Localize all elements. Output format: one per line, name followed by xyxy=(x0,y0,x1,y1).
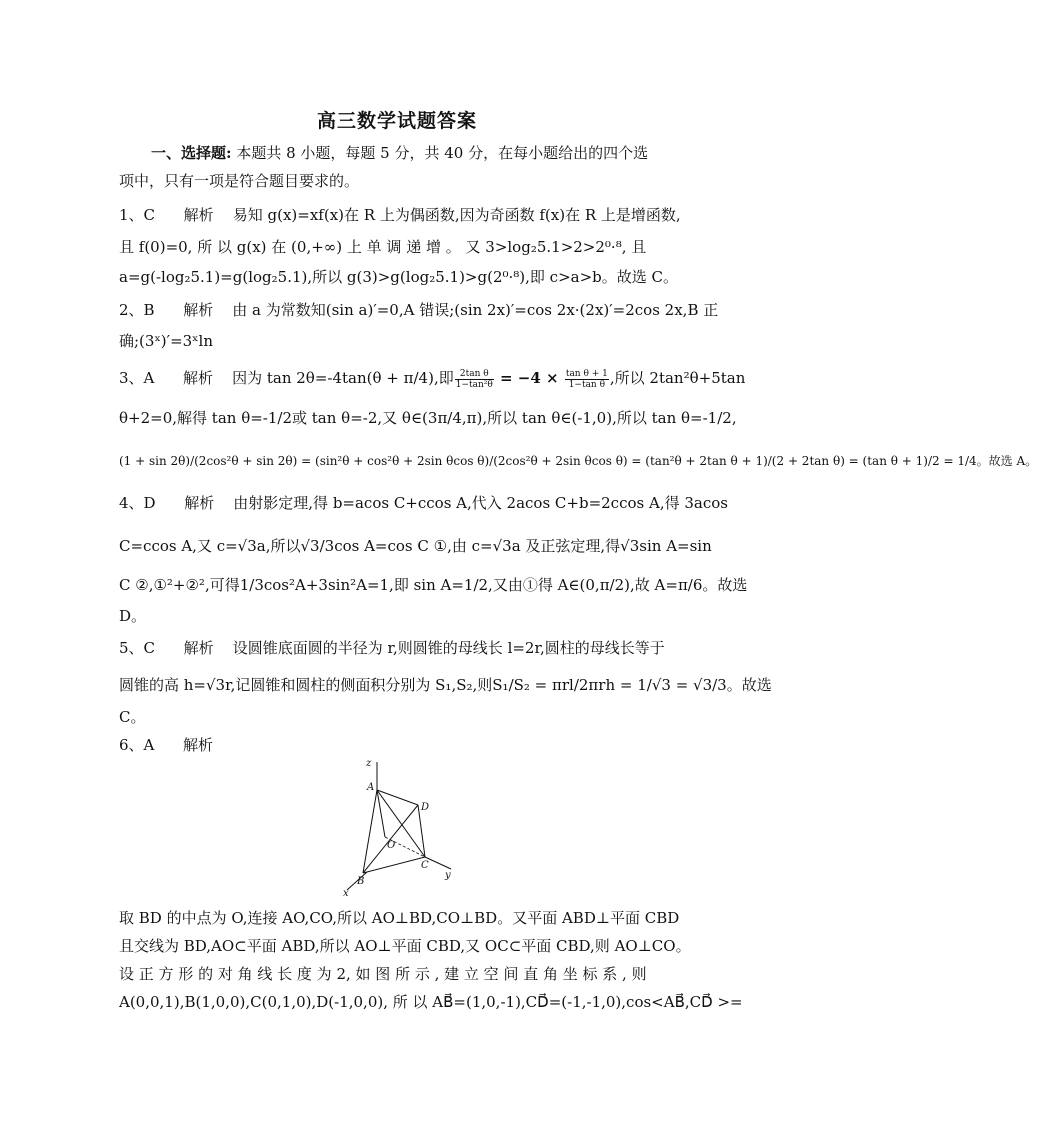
section-intro-text-a: 本题共 8 小题，每题 5 分，共 40 分，在每小题给出的四个选 xyxy=(231,144,649,162)
q3-line-2: θ+2=0,解得 tan θ=-1/2或 tan θ=-2,又 θ∈(3π/4,π),所以 tan θ∈(-1,0),所以 tan θ=-1/2, xyxy=(119,409,737,427)
q2-number: 2、B xyxy=(119,301,155,319)
geometry-figure xyxy=(333,756,463,898)
q3-label: 解析 xyxy=(183,369,214,387)
q5-line-1 xyxy=(119,637,679,659)
q3-line-3: (1 + sin 2θ)/(2cos²θ + sin 2θ) = (sin²θ + cos²θ + 2sin θcos θ)/(2cos²θ + 2sin θcos θ) = (tan²θ + 2tan θ + 1)/(2 + 2tan θ) = (tan θ + 1)/2 = 1/4。故选 A。 xyxy=(119,454,1037,468)
q5-number: 5、C xyxy=(119,639,156,657)
q6-line-1 xyxy=(119,734,679,756)
q3-number: 3、A xyxy=(119,369,155,387)
q5-line-3: C。 xyxy=(119,708,146,726)
page-title: 高三数学试题答案 xyxy=(316,110,477,132)
edge-ab xyxy=(363,790,377,873)
q1-line-3: a=g(-log₂5.1)=g(log₂5.1),所以 g(3)>g(log₂5.1)>g(2⁰·⁸),即 c>a>b。故选 C。 xyxy=(119,268,678,286)
y-axis xyxy=(425,857,451,869)
q5-label: 解析 xyxy=(183,639,214,657)
q4-number: 4、D xyxy=(119,494,156,512)
label-b: B xyxy=(357,876,365,887)
q3-text-1g: ,所以 2tan²θ+5tan xyxy=(609,369,746,387)
edge-bc xyxy=(363,857,425,873)
q1-label: 解析 xyxy=(183,206,214,224)
section-intro-line-2: 项中，只有一项是符合题目要求的。 xyxy=(119,172,360,190)
edge-ad xyxy=(377,790,418,805)
label-d: D xyxy=(421,802,430,813)
q6-line-5: A(0,0,1),B(1,0,0),C(0,1,0),D(-1,0,0), 所 以 AB⃗=(1,0,-1),CD⃗=(-1,-1,0),cos<AB⃗,CD⃗ >= xyxy=(119,993,743,1011)
label-z: z xyxy=(366,758,372,769)
q6-line-3: 且交线为 BD,AO⊂平面 ABD,所以 AO⊥平面 CBD,又 OC⊂平面 CBD,则 AO⊥CO。 xyxy=(119,937,691,955)
q4-line-2: C=ccos A,又 c=√3a,所以√3/3cos A=cos C ①,由 c=√3a 及正弦定理,得√3sin A=sin xyxy=(119,537,712,555)
label-x: x xyxy=(343,888,349,899)
q6-label: 解析 xyxy=(183,736,214,754)
q2-line-2: 确;(3ˣ)′=3ˣln xyxy=(119,332,213,350)
q3-text-1d: = −4 × xyxy=(494,369,564,387)
q4-line-1 xyxy=(119,492,728,514)
q2-text-1: 由 a 为常数知(sin a)′=0,A 错误;(sin 2x)′=cos 2x·(2x)′=2cos 2x,B 正 xyxy=(232,301,719,319)
edge-bd xyxy=(363,805,418,873)
q4-line-4: D。 xyxy=(119,607,147,625)
q5-text-1: 设圆锥底面圆的半径为 r,则圆锥的母线长 l=2r,圆柱的母线长等于 xyxy=(232,639,665,657)
section-heading: 一、选择题: xyxy=(151,144,232,162)
q1-text-1: 易知 g(x)=xf(x)在 R 上为偶函数,因为奇函数 f(x)在 R 上是增函数, xyxy=(232,206,681,224)
q6-line-2: 取 BD 的中点为 O,连接 AO,CO,所以 AO⊥BD,CO⊥BD。又平面 ABD⊥平面 CBD xyxy=(119,909,680,927)
q1-line-1 xyxy=(119,204,679,226)
label-y: y xyxy=(445,870,451,881)
q6-number: 6、A xyxy=(119,736,155,754)
edge-ao xyxy=(377,790,385,837)
q3-fraction-2: $\frac{\text{tan θ + 1}}{\text{1−tan θ}}$ xyxy=(565,368,608,390)
q1-line-2: 且 f(0)=0, 所 以 g(x) 在 (0,+∞) 上 单 调 递 增 。 又 3>log₂5.1>2>2⁰·⁸, 且 xyxy=(119,238,647,256)
q2-label: 解析 xyxy=(183,301,214,319)
q5-line-2: 圆锥的高 h=√3r,记圆锥和圆柱的侧面积分别为 S₁,S₂,则S₁/S₂ = πrl/2πrh = 1/√3 = √3/3。故选 xyxy=(119,676,772,694)
label-c: C xyxy=(421,860,429,871)
q4-line-3: C ②,①²+②²,可得1/3cos²A+3sin²A=1,即 sin A=1/2,又由①得 A∈(0,π/2),故 A=π/6。故选 xyxy=(119,576,748,594)
q6-line-4: 设 正 方 形 的 对 角 线 长 度 为 2, 如 图 所 示 , 建 立 空 间 直 角 坐 标 系 , 则 xyxy=(119,965,647,983)
q3-fraction-1: $\frac{\text{2tan θ}}{\text{1−tan²θ}}$ xyxy=(455,368,493,390)
q3-line-1 xyxy=(119,366,746,390)
label-o: O xyxy=(387,840,396,851)
section-intro-line-1 xyxy=(151,142,679,164)
q4-text-1: 由射影定理,得 b=acos C+ccos A,代入 2acos C+b=2ccos A,得 3acos xyxy=(233,494,728,512)
q1-number: 1、C xyxy=(119,206,156,224)
label-a: A xyxy=(367,782,375,793)
q3-text-1a: 因为 tan 2θ=-4tan(θ + π/4),即 xyxy=(232,369,454,387)
q4-label: 解析 xyxy=(184,494,215,512)
q2-line-1 xyxy=(119,299,719,321)
